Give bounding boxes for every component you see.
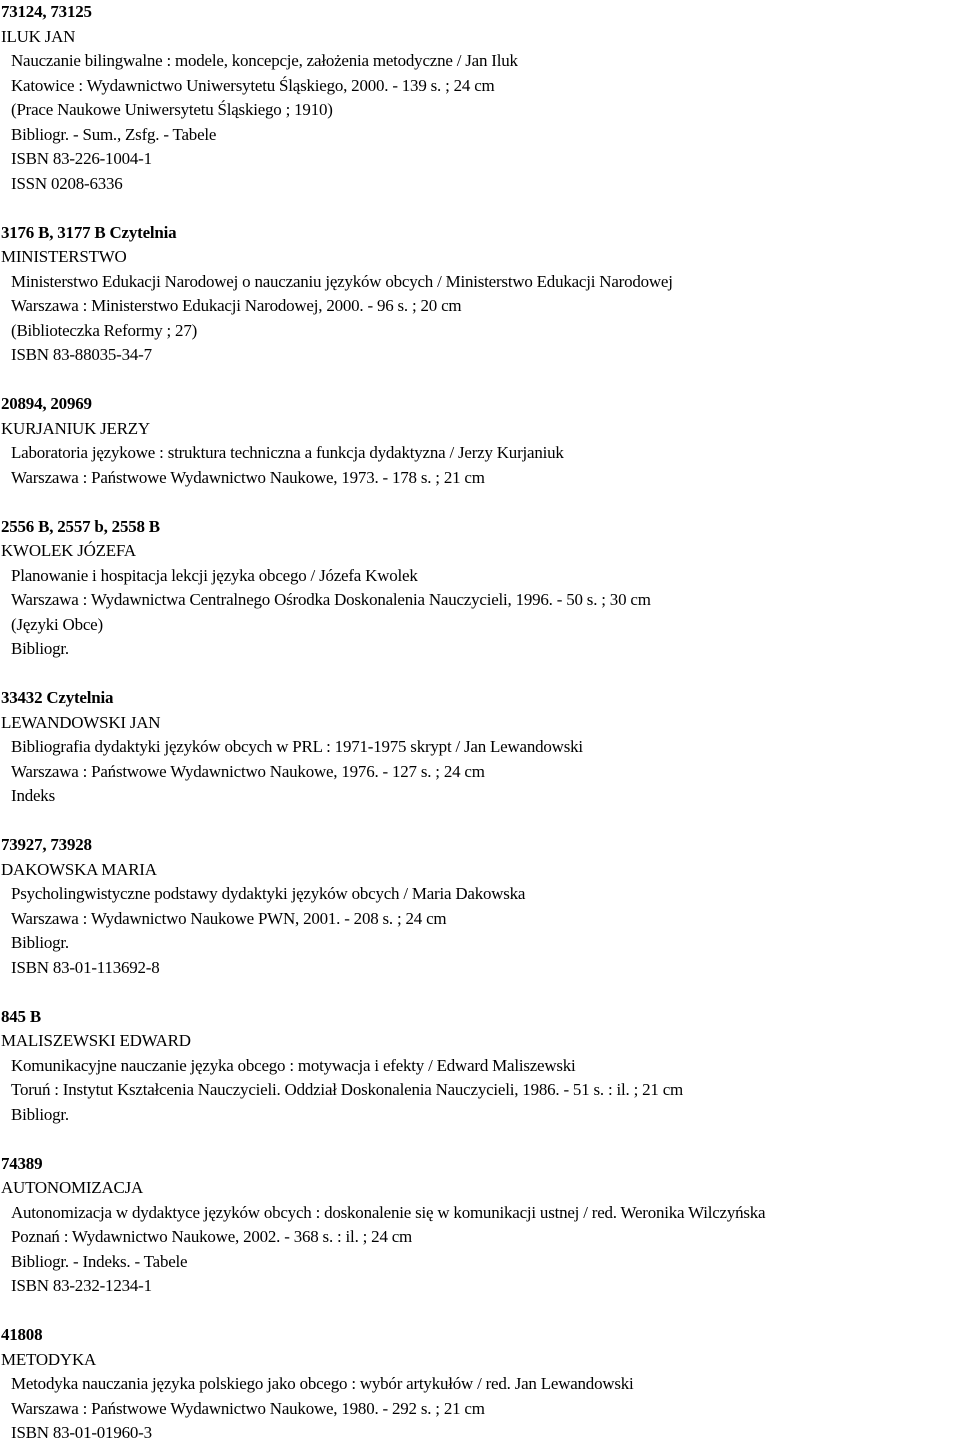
entry-heading: AUTONOMIZACJA: [1, 1178, 143, 1197]
entry-detail-line: Poznań : Wydawnictwo Naukowe, 2002. - 368 s. : il. ; 24 cm: [11, 1227, 413, 1246]
entry-detail-line: ISBN 83-232-1234-1: [11, 1276, 152, 1295]
entry-signature: 33432 Czytelnia: [1, 688, 114, 707]
entry-detail-line: Katowice : Wydawnictwo Uniwersytetu Śląskiego, 2000. - 139 s. ; 24 cm: [11, 75, 495, 95]
entry-detail-line: Laboratoria językowe : struktura techniczna a funkcja dydaktyzna / Jerzy Kurjaniuk: [11, 443, 564, 462]
catalog-entry: [0, 833, 960, 980]
entry-separator: [0, 1299, 960, 1324]
entry-signature: 3176 B, 3177 B Czytelnia: [1, 222, 177, 242]
entry-heading: DAKOWSKA MARIA: [1, 859, 157, 879]
entry-detail-line: ISBN 83-01-113692-8: [11, 957, 160, 977]
entry-detail-line: Nauczanie bilingwalne : modele, koncepcje, założenia metodyczne / Jan Iluk: [11, 51, 518, 70]
entry-detail-line: Ministerstwo Edukacji Narodowej o nauczaniu języków obcych / Ministerstwo Edukacji Narodowej: [11, 271, 673, 291]
entry-detail-line: (Języki Obce): [11, 614, 103, 634]
entry-separator: [0, 809, 960, 834]
entry-detail-line: Warszawa : Wydawnictwa Centralnego Ośrodka Doskonalenia Nauczycieli, 1996. - 50 s. ; 30 cm: [11, 590, 651, 609]
entry-detail-line: Komunikacyjne nauczanie języka obcego : motywacja i efekty / Edward Maliszewski: [11, 1055, 576, 1075]
entry-heading: ILUK JAN: [1, 26, 76, 46]
entry-separator: [0, 662, 960, 687]
entry-detail-line: Planowanie i hospitacja lekcji języka obcego / Józefa Kwolek: [11, 565, 418, 585]
entry-detail-line: Autonomizacja w dydaktyce języków obcych : doskonalenie się w komunikacji ustnej / red. Weronika Wilczyńska: [11, 1202, 766, 1222]
catalog-entry: [0, 1323, 960, 1446]
entry-detail-line: Bibliografia dydaktyki języków obcych w PRL : 1971-1975 skrypt / Jan Lewandowski: [11, 737, 583, 756]
entry-heading: MINISTERSTWO: [1, 247, 127, 266]
entry-detail-line: Bibliogr.: [11, 639, 69, 658]
entry-separator: [0, 196, 960, 221]
entry-detail-line: Bibliogr.: [11, 1104, 69, 1124]
entry-heading: MALISZEWSKI EDWARD: [1, 1031, 191, 1050]
entry-separator: [0, 1127, 960, 1152]
entry-signature: 20894, 20969: [1, 394, 92, 413]
catalog-entry: [0, 0, 960, 196]
catalog-entry: [0, 221, 960, 368]
entry-detail-line: Toruń : Instytut Kształcenia Nauczycieli. Oddział Doskonalenia Nauczycieli, 1986. - 51 s. : il. ; 21 cm: [11, 1080, 683, 1099]
catalog-entry: [0, 1005, 960, 1128]
entry-signature: 74389: [1, 1153, 43, 1173]
entry-signature: 2556 B, 2557 b, 2558 B: [1, 516, 160, 536]
entry-detail-line: Bibliogr.: [11, 933, 69, 952]
entry-signature: 73927, 73928: [1, 835, 92, 854]
entry-heading: KURJANIUK JERZY: [1, 418, 150, 438]
entry-heading: LEWANDOWSKI JAN: [1, 712, 161, 732]
entry-detail-line: (Biblioteczka Reformy ; 27): [11, 320, 198, 340]
catalog-entry: [0, 392, 960, 490]
entry-heading: KWOLEK JÓZEFA: [1, 541, 136, 560]
entry-signature: 41808: [1, 1325, 43, 1344]
entry-detail-line: Indeks: [11, 786, 55, 805]
entry-detail-line: Metodyka nauczania języka polskiego jako obcego : wybór artykułów / red. Jan Lewandowski: [11, 1374, 634, 1393]
entry-detail-line: Bibliogr. - Indeks. - Tabele: [11, 1251, 188, 1271]
entry-detail-line: ISBN 83-226-1004-1: [11, 149, 152, 168]
entry-separator: [0, 980, 960, 1005]
entry-detail-line: Bibliogr. - Sum., Zsfg. - Tabele: [11, 124, 217, 144]
catalog-entry: [0, 1152, 960, 1299]
entry-signature: 845 B: [1, 1006, 41, 1026]
entry-detail-line: ISBN 83-88035-34-7: [11, 345, 152, 364]
entry-detail-line: (Prace Naukowe Uniwersytetu Śląskiego ; 1910): [11, 100, 333, 119]
entry-signature: 73124, 73125: [1, 2, 92, 21]
entry-detail-line: Warszawa : Ministerstwo Edukacji Narodowej, 2000. - 96 s. ; 20 cm: [11, 296, 462, 315]
entry-detail-line: Warszawa : Państwowe Wydawnictwo Naukowe, 1980. - 292 s. ; 21 cm: [11, 1398, 485, 1418]
entry-detail-line: ISBN 83-01-01960-3: [11, 1423, 152, 1442]
entry-detail-line: Psycholingwistyczne podstawy dydaktyki języków obcych / Maria Dakowska: [11, 884, 526, 903]
entry-separator: [0, 490, 960, 515]
catalog-entry: [0, 686, 960, 809]
entry-separator: [0, 368, 960, 393]
entry-detail-line: Warszawa : Państwowe Wydawnictwo Naukowe, 1976. - 127 s. ; 24 cm: [11, 761, 485, 781]
entry-detail-line: ISSN 0208-6336: [11, 173, 123, 193]
entry-heading: METODYKA: [1, 1349, 97, 1369]
catalog-entry: [0, 515, 960, 662]
entry-detail-line: Warszawa : Wydawnictwo Naukowe PWN, 2001. - 208 s. ; 24 cm: [11, 908, 447, 928]
entry-detail-line: Warszawa : Państwowe Wydawnictwo Naukowe, 1973. - 178 s. ; 21 cm: [11, 467, 485, 487]
